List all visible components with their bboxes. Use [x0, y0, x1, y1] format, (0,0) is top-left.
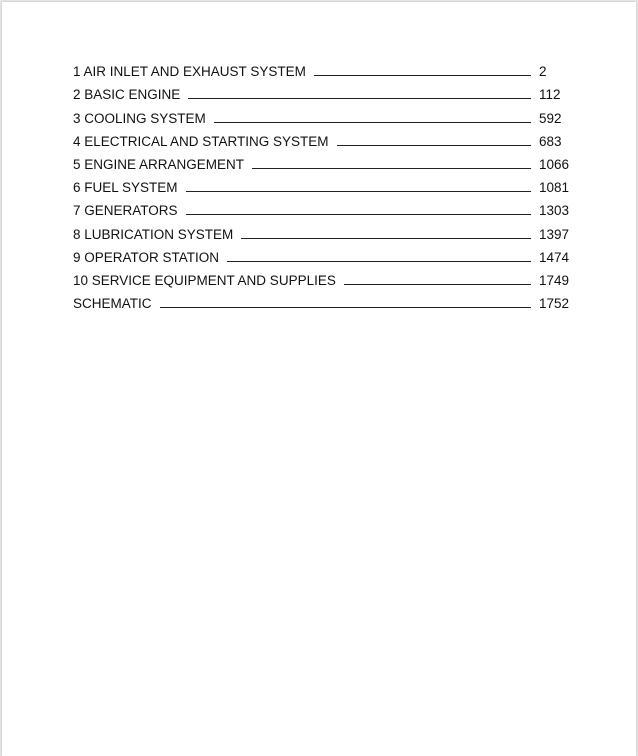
toc-entry[interactable]	[73, 173, 573, 196]
toc-entry[interactable]	[73, 243, 573, 266]
toc-entry-page[interactable]: 2	[539, 64, 547, 80]
toc-entry-title[interactable]: 7 GENERATORS	[73, 203, 178, 219]
toc-entry-page[interactable]: 1749	[539, 272, 570, 288]
toc-entry-page[interactable]: 112	[539, 87, 561, 103]
toc-entry-title[interactable]: 10 SERVICE EQUIPMENT AND SUPPLIES	[73, 272, 336, 288]
toc-entry-title[interactable]: 8 LUBRICATION SYSTEM	[73, 226, 234, 242]
toc-entry[interactable]	[73, 219, 573, 242]
toc-entry[interactable]	[73, 57, 573, 80]
toc-entry-title[interactable]: 5 ENGINE ARRANGEMENT	[73, 156, 245, 172]
toc-leader-line	[186, 190, 531, 192]
toc-entry-page[interactable]: 1081	[539, 180, 570, 196]
toc-entry-page[interactable]: 1752	[539, 296, 570, 312]
toc-entry[interactable]	[73, 150, 573, 173]
toc-entry-title[interactable]: 4 ELECTRICAL AND STARTING SYSTEM	[73, 133, 329, 149]
toc-entry[interactable]	[73, 266, 573, 289]
toc-leader-line	[186, 213, 531, 215]
toc-entry-page[interactable]: 1397	[539, 226, 570, 242]
toc-entry[interactable]	[73, 127, 573, 150]
document-page	[2, 2, 636, 756]
toc-entry-title[interactable]: 3 COOLING SYSTEM	[73, 110, 206, 126]
toc-leader-line	[188, 97, 531, 99]
toc-entry-title[interactable]: SCHEMATIC	[73, 296, 152, 312]
toc-entry[interactable]	[73, 103, 573, 126]
toc-entry-page[interactable]: 1066	[539, 156, 570, 172]
toc-leader-line	[160, 306, 531, 308]
toc-entry[interactable]	[73, 289, 573, 312]
table-of-contents	[73, 57, 573, 312]
toc-entry-title[interactable]: 2 BASIC ENGINE	[73, 87, 181, 103]
toc-leader-line	[314, 74, 531, 76]
toc-leader-line	[252, 167, 531, 169]
toc-entry-title[interactable]: 6 FUEL SYSTEM	[73, 180, 178, 196]
toc-entry-page[interactable]: 1303	[539, 203, 570, 219]
toc-leader-line	[214, 121, 531, 123]
toc-entry[interactable]	[73, 80, 573, 103]
toc-entry-page[interactable]: 1474	[539, 249, 570, 265]
toc-entry[interactable]	[73, 196, 573, 219]
toc-entry-page[interactable]: 683	[539, 133, 562, 149]
toc-entry-page[interactable]: 592	[539, 110, 562, 126]
toc-leader-line	[344, 283, 531, 285]
toc-leader-line	[227, 260, 531, 262]
toc-entry-title[interactable]: 1 AIR INLET AND EXHAUST SYSTEM	[73, 64, 306, 80]
toc-entry-title[interactable]: 9 OPERATOR STATION	[73, 249, 220, 265]
toc-leader-line	[241, 237, 531, 239]
toc-leader-line	[337, 144, 531, 146]
